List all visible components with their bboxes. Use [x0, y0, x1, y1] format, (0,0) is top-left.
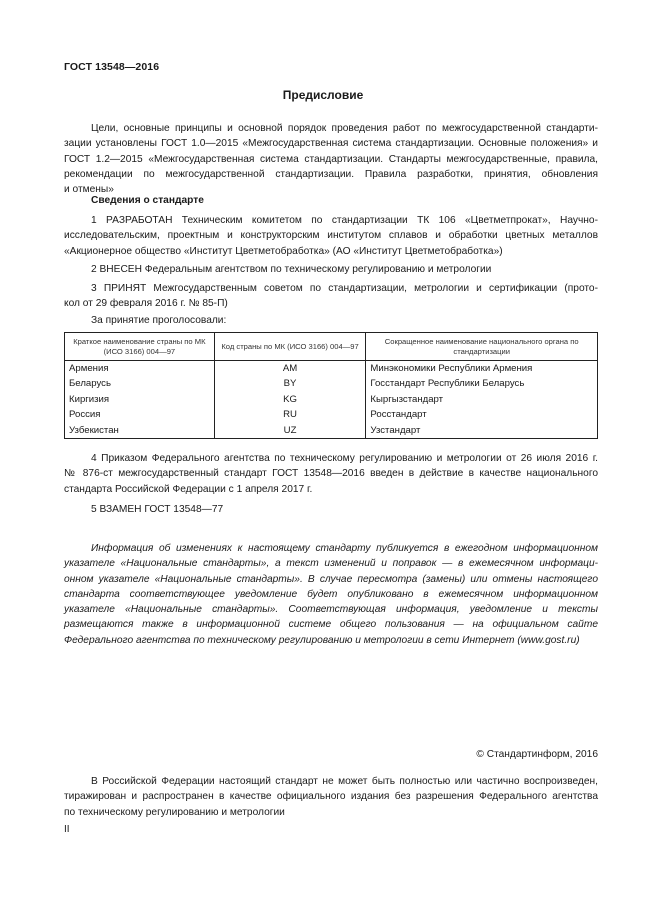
item2-line: 2 ВНЕСЕН Федеральным агентством по техническому регулированию и метрологии: [91, 264, 492, 275]
notice-line: размещаются также в информационной системе общего пользования — на официальном сайте: [64, 619, 598, 631]
item4-line: стандарта Российской Федерации с 1 апреля 2017 г.: [64, 483, 313, 495]
body-cell: Госстандарт Республики Беларусь: [366, 376, 598, 391]
col-header-body: Сокращенное наименование национального органа по стандартизации: [366, 333, 598, 361]
intro-line: рекомендации по межгосударственной стандартизации. Правила разработки, принятия, обновления: [64, 168, 598, 180]
table-row: [65, 392, 598, 407]
item-1-developed: [64, 213, 598, 259]
intro-paragraph: [64, 121, 598, 197]
item1-line: «Акционерное общество «Институт Цветметобработка» (АО «Институт Цветметобработка»): [64, 245, 503, 257]
notice-line: Федерального агентства по техническому регулированию и метрологии в сети Интернет (www.gost.ru): [64, 634, 580, 646]
table-row: [65, 423, 598, 439]
code-cell: AM: [214, 361, 366, 377]
page-number: II: [64, 824, 70, 835]
item-3-adopted: [64, 281, 598, 312]
intro-line: и отмены»: [64, 184, 114, 196]
legal-line: по техническому регулированию и метрологии: [64, 806, 285, 818]
item1-line: 1 РАЗРАБОТАН Техническим комитетом по стандартизации ТК 106 «Цветметпрокат», Научно-: [91, 215, 598, 226]
code-cell: RU: [214, 407, 366, 422]
table-row: [65, 407, 598, 422]
info-heading-text: Сведения о стандарте: [91, 195, 204, 206]
body-cell: Минэкономики Республики Армения: [366, 361, 598, 377]
table-header-row: [65, 333, 598, 361]
intro-line: зации установлены ГОСТ 1.0—2015 «Межгосударственная система стандартизации. Основные положения» и: [64, 138, 598, 150]
item-4-order: [64, 451, 598, 497]
code-cell: BY: [214, 376, 366, 391]
legal-line: тиражирован и распространен в качестве официального издания без разрешения Федерального агентства: [64, 791, 598, 803]
intro-line: ГОСТ 1.2—2015 «Межгосударственная система стандартизации. Стандарты межгосударственные, правила,: [64, 153, 598, 165]
item-5-replaces: [64, 502, 598, 517]
notice-line: указателе «Национальные стандарты», а текст изменений и поправок — в ежемесячном информаци-: [64, 558, 598, 570]
standard-code-header: ГОСТ 13548—2016: [64, 61, 160, 73]
changes-notice: [64, 541, 598, 648]
intro-line: Цели, основные принципы и основной порядок проведения работ по межгосударственной стандарти-: [91, 123, 598, 134]
notice-line: Информация об изменениях к настоящему стандарту публикуется в ежегодном информационном: [91, 543, 598, 554]
code-cell: UZ: [214, 423, 366, 439]
item-2-introduced: [64, 262, 598, 277]
notice-line: указателе «Национальные стандарты». Соответствующая информация, уведомление и тексты: [64, 604, 598, 616]
country-cell: Узбекистан: [65, 423, 215, 439]
vote-intro: [64, 313, 598, 328]
country-cell: Киргизия: [65, 392, 215, 407]
page-title: Предисловие: [282, 88, 364, 102]
body-cell: Кыргызстандарт: [366, 392, 598, 407]
item5-line: 5 ВЗАМЕН ГОСТ 13548—77: [91, 504, 224, 515]
table-row: [65, 376, 598, 391]
item1-line: исследовательским, проектным и конструкторским институтом сплавов и обработки цветных металлов: [64, 230, 598, 242]
country-cell: Россия: [65, 407, 215, 422]
item4-line: 4 Приказом Федерального агентства по техническому регулированию и метрологии от 26 июля 2016 г.: [91, 453, 598, 464]
voting-table: [64, 332, 598, 439]
copyright-notice: © Стандартинформ, 2016: [476, 749, 598, 760]
body-cell: Узстандарт: [366, 423, 598, 439]
country-cell: Армения: [65, 361, 215, 377]
col-header-country: Краткое наименование страны по МК (ИСО 3166) 004—97: [65, 333, 215, 361]
notice-line: онном указателе «Национальные стандарты». В случае пересмотра (замены) или отмены настоящего: [64, 573, 598, 585]
item3-line: 3 ПРИНЯТ Межгосударственным советом по стандартизации, метрологии и сертификации (прото-: [91, 283, 598, 294]
country-cell: Беларусь: [65, 376, 215, 391]
table-row: [65, 361, 598, 377]
item4-line: № 876-ст межгосударственный стандарт ГОСТ 13548—2016 введен в действие в качестве национального: [64, 468, 598, 480]
vote-intro-text: За принятие проголосовали:: [91, 315, 227, 326]
col-header-code: Код страны по МК (ИСО 3166) 004—97: [214, 333, 366, 361]
body-cell: Росстандарт: [366, 407, 598, 422]
info-heading: [64, 193, 598, 208]
legal-line: В Российской Федерации настоящий стандарт не может быть полностью или частично воспроизведен,: [91, 776, 598, 787]
notice-line: стандарта соответствующее уведомление будет опубликовано в ежемесячном информационном: [64, 588, 598, 600]
item3-line: кол от 29 февраля 2016 г. № 85-П): [64, 298, 228, 310]
legal-notice: [64, 774, 598, 820]
code-cell: KG: [214, 392, 366, 407]
